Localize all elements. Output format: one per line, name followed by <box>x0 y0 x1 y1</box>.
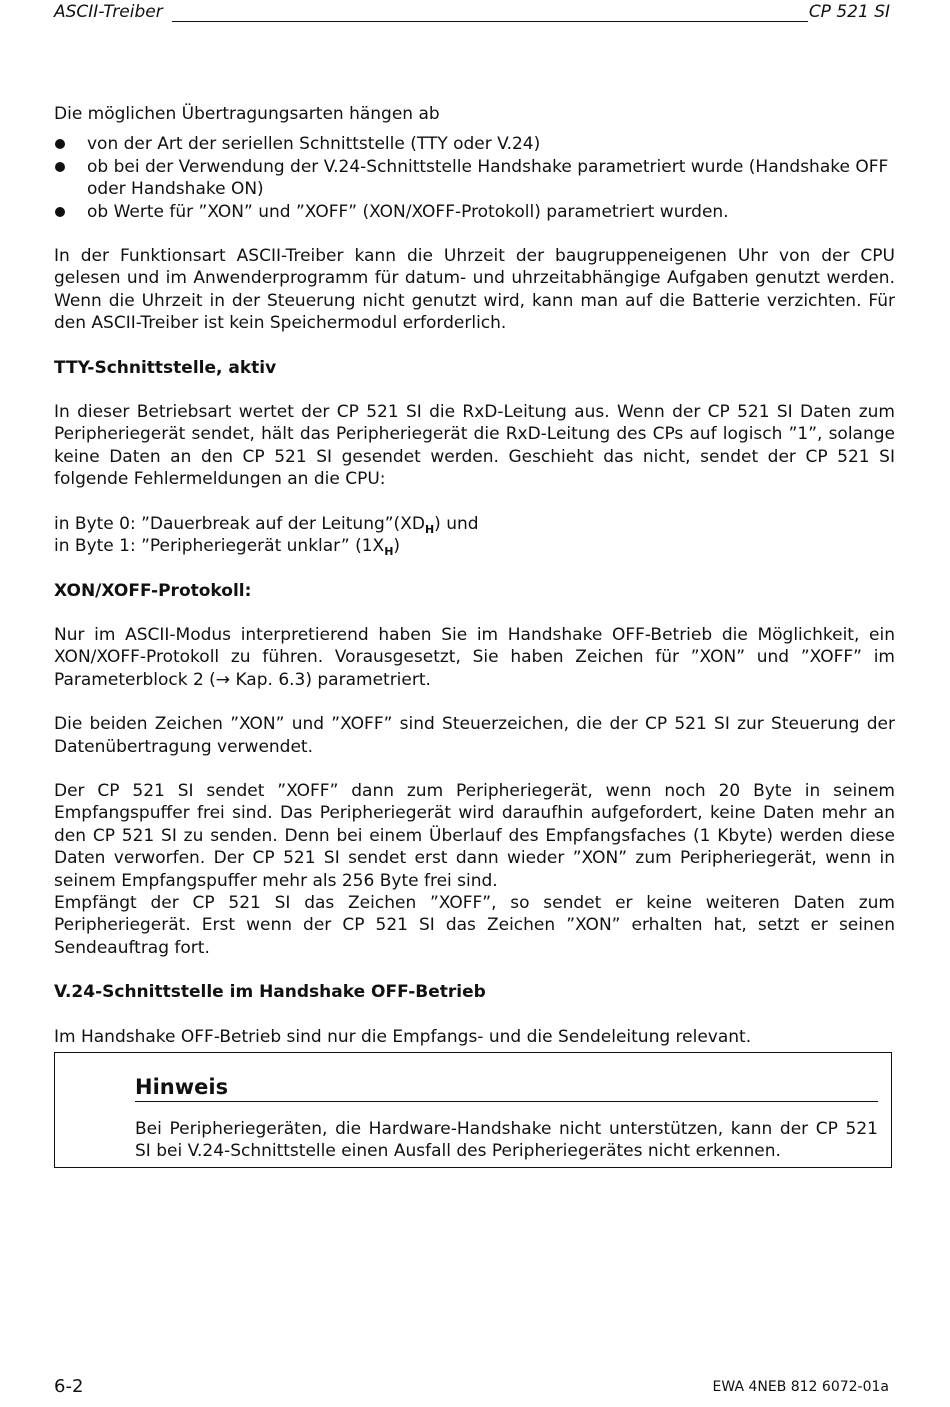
xon-xoff-heading: XON/XOFF-Protokoll: <box>54 580 252 601</box>
header-section-title: ASCII-Treiber <box>54 2 163 22</box>
header-rule <box>172 21 808 22</box>
error-byte-1: in Byte 1: ”Peripheriegerät unklar” $(1X_H)$ <box>54 536 401 559</box>
v24-paragraph: Im Handshake OFF-Betrieb sind nur die Empfangs- und die Sendeleitung relevant. <box>54 1026 752 1047</box>
xon-paragraph-4: Empfängt der CP 521 SI das Zeichen ”XOFF”, so sendet er keine weiteren Daten zum Peripheriegerät. Erst wenn der CP 521 SI das Zeichen ”XON” erhalten hat, setzt er seinen Sendeauftrag fort. <box>54 892 895 958</box>
xon-paragraph-2: Die beiden Zeichen ”XON” und ”XOFF” sind Steuerzeichen, die der CP 521 SI zur Steuerung der Datenübertragung verwendet. <box>54 714 895 757</box>
xon-paragraph-3: Der CP 521 SI sendet ”XOFF” dann zum Peripheriegerät, wenn noch 20 Byte in seinem Empfangspuffer frei sind. Das Peripheriegerät wird daraufhin aufgefordert, keine Daten mehr an den CP 521 SI zu senden. Denn bei einem Überlauf des Empfangsfaches (1 Kbyte) werden diese Daten verworfen. Der CP 521 SI sendet erst dann wieder ”XON” zum Peripheriegerät, wenn in seinem Empfangspuffer mehr als 256 Byte frei sind. <box>54 780 895 891</box>
bullet-icon <box>55 162 65 172</box>
error-byte-0: in Byte 0: ”Dauerbreak auf der $Leitung”(XD_H)$ und <box>54 513 479 536</box>
page-number: 6-2 <box>54 1376 84 1397</box>
transfer-modes-list <box>54 133 895 223</box>
note-box <box>54 1052 892 1168</box>
intro-text: Die möglichen Übertragungsarten hängen ab <box>54 104 440 124</box>
list-item: ob bei der Verwendung der V.24-Schnittstelle Handshake parametriert wurde (Handshake OFF oder Handshake ON) <box>54 156 895 201</box>
bullet-icon <box>55 207 65 217</box>
list-item: von der Art der seriellen Schnittstelle (TTY oder V.24) <box>54 133 895 155</box>
tty-paragraph: In dieser Betriebsart wertet der CP 521 SI die RxD-Leitung aus. Wenn der CP 521 SI Daten zum Peripheriegerät sendet, hält das Peripheriegerät die RxD-Leitung des CPs auf logisch ”1”, solange keine Daten an den CP 521 SI gesendet werden. Geschieht das nicht, sendet der CP 521 SI folgende Fehlermeldungen an die CPU: <box>54 402 895 490</box>
header-product-name: CP 521 SI <box>808 2 890 22</box>
tty-heading: TTY-Schnittstelle, aktiv <box>54 357 277 378</box>
page-body <box>54 103 895 1048</box>
document-id: EWA 4NEB 812 6072-01a <box>712 1379 889 1395</box>
note-text: Bei Peripheriegeräten, die Hardware-Handshake nicht unterstützen, kann der CP 521 SI bei V.24-Schnittstelle einen Ausfall des Peripheriegerätes nicht erkennen. <box>135 1119 878 1162</box>
bullet-icon <box>55 139 65 149</box>
list-item: ob Werte für ”XON” und ”XOFF” (XON/XOFF-Protokoll) parametriert wurden. <box>54 201 895 223</box>
clock-paragraph: In der Funktionsart ASCII-Treiber kann die Uhrzeit der baugruppeneigenen Uhr von der CPU gelesen und im Anwenderprogramm für datum- und uhrzeitabhängige Aufgaben genutzt werden. Wenn die Uhrzeit in der Steuerung nicht genutzt wird, kann man auf die Batterie verzichten. Für den ASCII-Treiber ist kein Speichermodul erforderlich. <box>54 246 895 334</box>
page-header <box>54 2 890 26</box>
xon-paragraph-1: Nur im ASCII-Modus interpretierend haben Sie im Handshake OFF-Betrieb die Möglichkeit, ein XON/XOFF-Protokoll zu führen. Vorausgesetzt, Sie haben Zeichen für ”XON” und ”XOFF” im Parameterblock 2 (→ Kap. 6.3) parametriert. <box>54 624 895 690</box>
note-title: Hinweis <box>135 1075 878 1102</box>
v24-heading: V.24-Schnittstelle im Handshake OFF-Betrieb <box>54 982 486 1003</box>
